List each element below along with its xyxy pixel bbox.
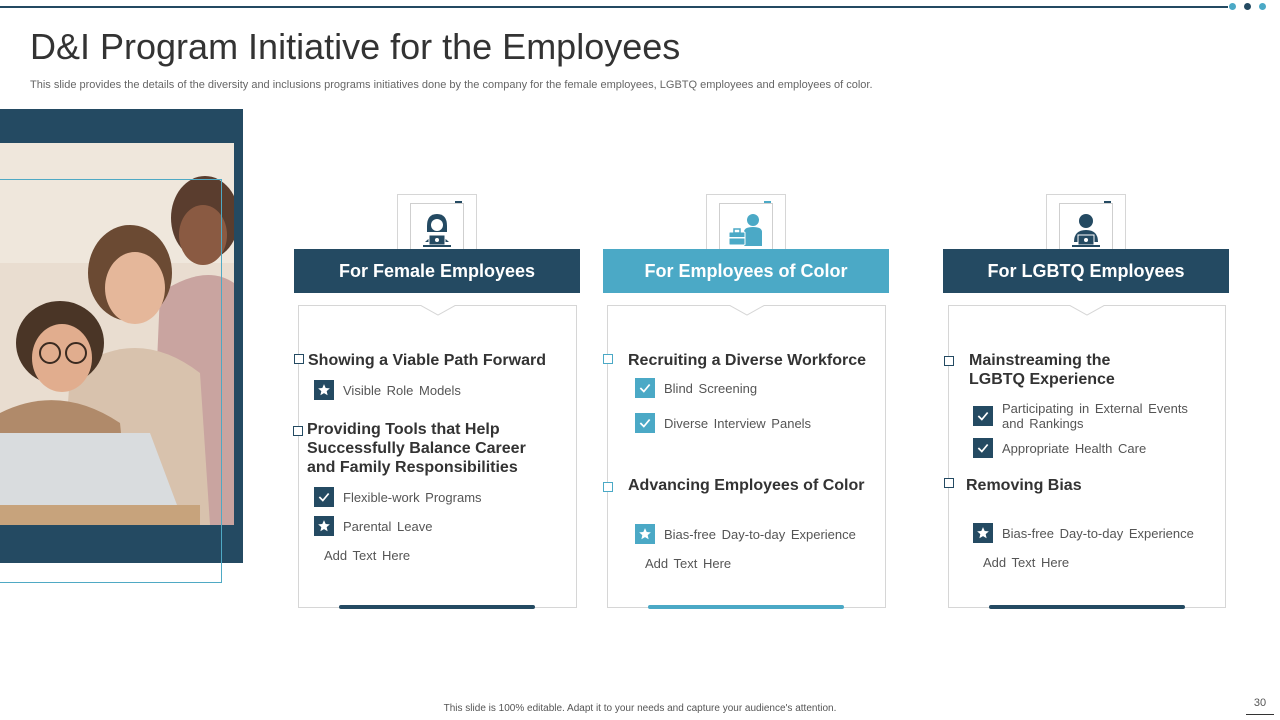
- column-2-header: For Employees of Color: [603, 249, 889, 293]
- card-accent-bar: [989, 605, 1185, 609]
- page-title: D&I Program Initiative for the Employees: [30, 26, 681, 67]
- list-item: Parental Leave: [343, 519, 433, 534]
- check-icon: [635, 378, 655, 398]
- section-heading: Providing Tools that Help Successfully Balance Career and Family Responsibilities: [307, 421, 526, 476]
- list-item: Bias-free Day-to-day Experience: [664, 527, 856, 542]
- check-icon: [973, 438, 993, 458]
- add-text-placeholder[interactable]: Add Text Here: [324, 548, 411, 563]
- bullet-square-icon: [603, 482, 613, 492]
- section-heading: Recruiting a Diverse Workforce: [628, 352, 867, 369]
- page-number-underline: [1246, 714, 1274, 715]
- column-3-header: For LGBTQ Employees: [943, 249, 1229, 293]
- column-1-header: For Female Employees: [294, 249, 580, 293]
- footer-note: This slide is 100% editable. Adapt it to your needs and capture your audience's attention.: [443, 703, 837, 714]
- column-3-icon-box: [1046, 194, 1126, 250]
- list-item: Bias-free Day-to-day Experience: [1002, 526, 1194, 541]
- section-heading: Advancing Employees of Color: [628, 477, 865, 494]
- star-icon: [314, 516, 334, 536]
- decorative-dots: [1229, 3, 1269, 11]
- star-icon: [635, 524, 655, 544]
- businessman-briefcase-icon: [727, 212, 765, 248]
- add-text-placeholder[interactable]: Add Text Here: [645, 556, 732, 571]
- photo-outline: [0, 179, 222, 583]
- check-icon: [635, 413, 655, 433]
- bullet-square-icon: [603, 354, 613, 364]
- list-item: Visible Role Models: [343, 383, 461, 398]
- star-icon: [973, 523, 993, 543]
- list-item: Diverse Interview Panels: [664, 416, 812, 431]
- list-item: Blind Screening: [664, 381, 758, 396]
- column-2-icon-box: [706, 194, 786, 250]
- add-text-placeholder[interactable]: Add Text Here: [983, 555, 1070, 570]
- column-1-icon-box: [397, 194, 477, 250]
- section-heading: Showing a Viable Path Forward: [308, 352, 546, 369]
- bullet-square-icon: [944, 478, 954, 488]
- bullet-square-icon: [294, 354, 304, 364]
- bullet-square-icon: [944, 356, 954, 366]
- top-rule: [0, 6, 1228, 8]
- list-item: Participating in External Events and Rankings: [1002, 401, 1188, 431]
- check-icon: [973, 406, 993, 426]
- card-accent-bar: [339, 605, 535, 609]
- check-icon: [314, 487, 334, 507]
- star-icon: [314, 380, 334, 400]
- card-accent-bar: [648, 605, 844, 609]
- page-subtitle: This slide provides the details of the diversity and inclusions programs initiatives done by the company for the female employees, LGBTQ employees and employees of color.: [30, 79, 873, 91]
- user-laptop-icon: [1069, 212, 1103, 248]
- bullet-square-icon: [293, 426, 303, 436]
- list-item: Flexible-work Programs: [343, 490, 482, 505]
- list-item: Appropriate Health Care: [1002, 441, 1147, 456]
- female-user-laptop-icon: [420, 212, 454, 248]
- section-heading: Mainstreaming the LGBTQ Experience: [969, 352, 1115, 388]
- page-number: 30: [1253, 697, 1267, 709]
- section-heading: Removing Bias: [966, 477, 1082, 494]
